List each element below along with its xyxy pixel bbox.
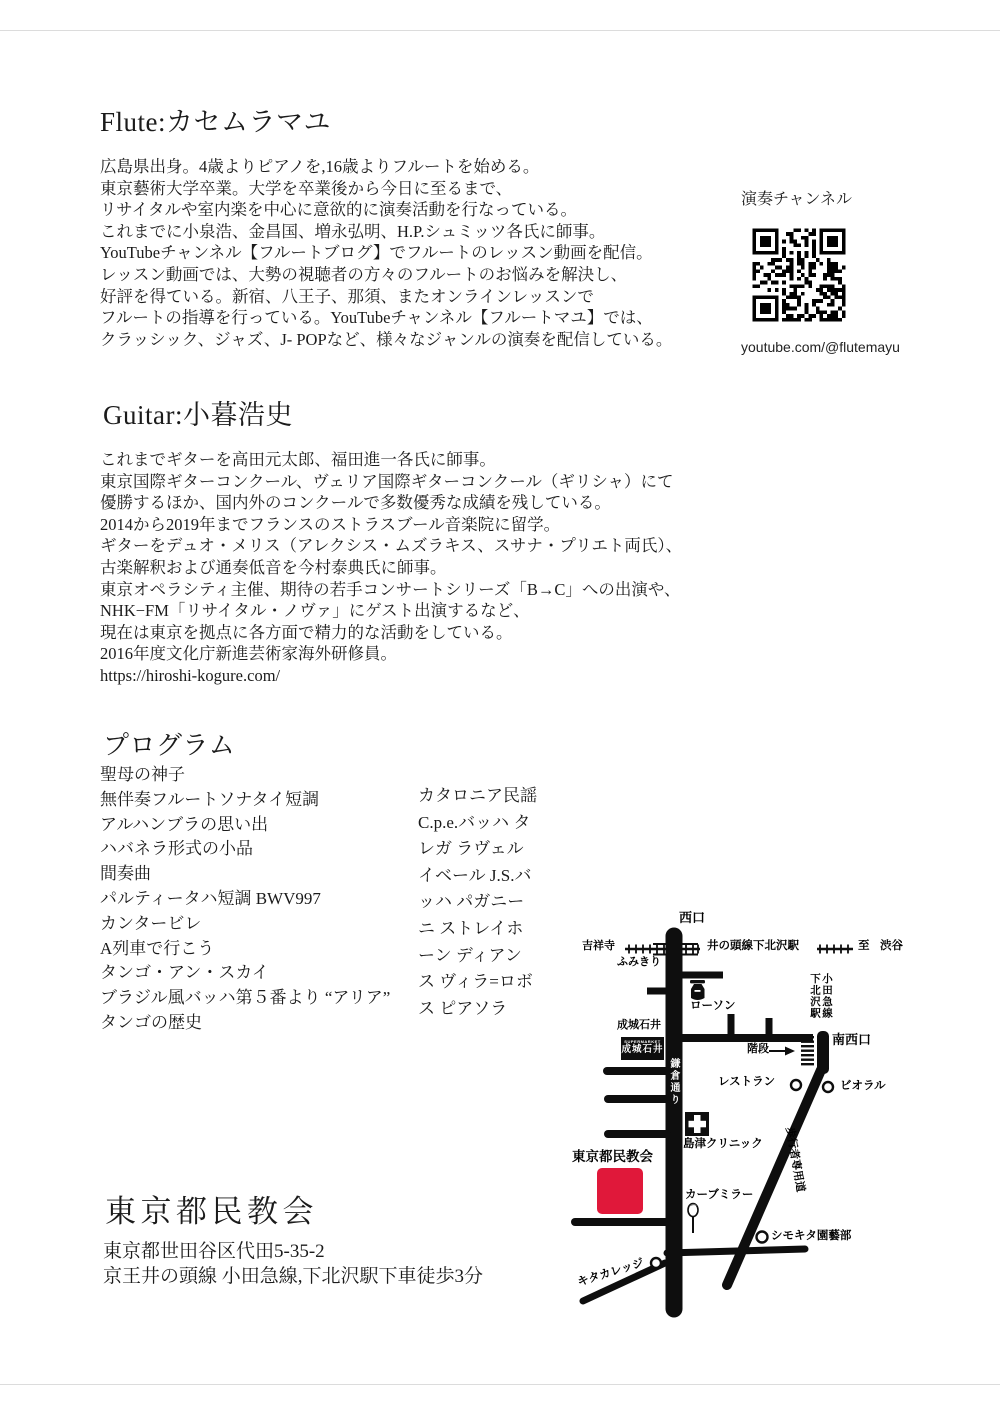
map-label-seijo-ishii: 成城石井 [617, 1019, 661, 1031]
flute-bio-line: これまでに小泉浩、金昌国、増永弘明、H.P.シュミッツ各氏に師事。 [100, 221, 606, 241]
church-marker [597, 1168, 643, 1214]
composers-line: ーン ディアン [418, 945, 522, 965]
composers-line: カタロニア民謡 [418, 786, 537, 805]
page-bottom-rule [0, 1384, 1000, 1385]
college-circle [651, 1258, 661, 1268]
guitar-bio-line: NHK−FM「リサイタル・ノヴァ」にゲスト出演するなど、 [100, 601, 530, 621]
map-label-church: 東京都民教会 [572, 1149, 653, 1164]
composers-line: ス ピアソラ [418, 998, 508, 1018]
program-heading: プログラム [103, 731, 236, 760]
restaurant-circle [791, 1080, 801, 1090]
program-item: ハバネラ形式の小品 [100, 839, 253, 859]
map-label-restaurant: レストラン [718, 1076, 776, 1088]
flute-bio-line: 東京藝術大学卒業。大学を卒業後から今日に至るまで、 [100, 178, 513, 198]
composers-line: ス ヴィラ=ロボ [418, 972, 533, 992]
seijo-logo-supermarket: SUPERMARKET [624, 1039, 661, 1044]
flute-bio-line: リサイタルや室内楽を中心に意欲的に演奏活動を行なっている。 [100, 200, 578, 220]
stairs-arrow [769, 1047, 795, 1056]
seijo-logo-name: 成城石井 [621, 1044, 664, 1055]
access-map [555, 895, 1000, 1340]
composers-line: ッハ パガニー [418, 892, 525, 912]
map-label-odakyu-station [809, 973, 833, 1031]
flute-bio-line: YouTubeチャンネル【フルートブログ】でフルートのレッスン動画を配信。 [100, 243, 653, 263]
flute-bio-line: レッスン動画では、大勢の視聴者の方々のフルートのお悩みを解決し、 [100, 264, 628, 284]
clinic-cross-icon [685, 1112, 709, 1136]
program-item: A列車で行こう [100, 938, 215, 958]
guitar-bio-line: 東京オペラシティ主催、期待の若手コンサートシリーズ「B→C」への出演や、 [100, 579, 681, 599]
engeibu-circle [757, 1232, 768, 1243]
map-label-pedestrian-road: 歩行者専用道 [783, 1126, 807, 1194]
venue-name: 東京都民教会 [105, 1194, 318, 1229]
program-item: タンゴの歴史 [100, 1012, 202, 1032]
guitar-website-url: https://hiroshi-kogure.com/ [100, 665, 281, 685]
guitar-bio-line: 現在は東京を拠点に各方面で精力的な活動をしている。 [100, 622, 513, 642]
venue-access: 京王井の頭線 小田急線,下北沢駅下車徒歩3分 [103, 1266, 484, 1287]
flute-bio-line: クラッシック、ジャズ、J- POPなど、様々なジャンルの演奏を配信している。 [100, 329, 673, 349]
guitar-bio-line: ギターをデュオ・メリス（アレクシス・ムズラキス、スサナ・プリエト両氏）、 [100, 536, 683, 556]
flute-bio-line: 広島県出身。4歳よりピアノを,16歳よりフルートを始める。 [100, 157, 540, 176]
venue-address: 東京都世田谷区代田5-35-2 [103, 1241, 325, 1262]
guitar-bio-line: 古楽解釈および通奏低音を今村泰典氏に師事。 [100, 557, 447, 577]
map-label-lawson: ローソン [690, 1000, 736, 1012]
program-item: ブラジル風バッハ第５番より “アリア” [100, 988, 391, 1008]
map-label-inokashira-station: 井の頭線下北沢駅 [707, 940, 799, 952]
map-label-stairs: 階段 [747, 1043, 769, 1055]
map-label-kita-college: キタカレッジ [576, 1257, 646, 1289]
guitar-heading: Guitar:小暮浩史 [103, 400, 293, 430]
curve-mirror-icon [688, 1204, 698, 1234]
qr-caption: youtube.com/@flutemayu [741, 339, 900, 355]
composers-line: イベール J.S.バ [418, 865, 532, 885]
map-label-kichijoji: 吉祥寺 [582, 940, 615, 952]
composers-line: レガ ラヴェル [418, 839, 524, 859]
map-label-shibuya: 渋谷 [880, 940, 903, 952]
bioral-circle [823, 1082, 833, 1092]
program-item: パルティータハ短調 BWV997 [100, 888, 321, 908]
flute-bio-line: フルートの指導を行っている。YouTubeチャンネル【フルートマユ】では、 [100, 308, 653, 328]
map-label-to: 至 [858, 940, 870, 952]
station-bar [817, 1031, 829, 1074]
lawson-icon [690, 980, 705, 1000]
qr-section-label: 演奏チャンネル [741, 191, 853, 208]
map-label-shimokita-engeibu: シモキタ園藝部 [771, 1230, 852, 1242]
map-label-kamakura-street: 鎌倉通り [668, 1058, 679, 1106]
map-label-bioral: ビオラル [840, 1080, 886, 1092]
flute-bio [100, 156, 672, 350]
program-item: アルハンブラの思い出 [100, 814, 269, 834]
page-top-rule [0, 30, 1000, 31]
composers-line: C.p.e.バッハ タ [418, 812, 531, 832]
composers-list [418, 783, 537, 1022]
map-label-odakyu-line: 小田急線 [821, 973, 833, 1019]
map-label-crossing: ふみきり [617, 956, 661, 968]
program-item: 聖母の神子 [100, 765, 185, 784]
flute-bio-line: 好評を得ている。新宿、八王子、那須、またオンラインレッスンで [100, 286, 594, 306]
guitar-bio-line: これまでギターを高田元太郎、福田進一各氏に師事。 [100, 450, 496, 469]
qr-code [745, 221, 853, 329]
map-label-west-exit: 西口 [679, 910, 706, 925]
program-item: カンタービレ [100, 913, 202, 933]
map-label-curve-mirror: カーブミラー [685, 1189, 754, 1201]
composers-line: ニ ストレイホ [418, 918, 524, 938]
map-label-southwest-exit: 南西口 [832, 1032, 872, 1047]
program-item: 無伴奏フルートソナタイ短調 [100, 789, 320, 809]
guitar-bio-line: 2016年度文化庁新進芸術家海外研修員。 [100, 644, 397, 664]
guitar-bio-line: 東京国際ギターコンクール、ヴェリア国際ギターコンクール（ギリシャ）にて [100, 471, 674, 491]
map-label-shimazu-clinic: 島津クリニック [683, 1138, 763, 1150]
program-item: 間奏曲 [100, 864, 151, 884]
program-item: タンゴ・アン・スカイ [100, 963, 269, 983]
seijo-logo-text [621, 1037, 664, 1060]
guitar-bio-line: 2014から2019年までフランスのストラスブール音楽院に留学。 [100, 514, 561, 534]
program-list [100, 763, 390, 1036]
flute-heading: Flute:カセムラマユ [100, 107, 332, 137]
guitar-bio-line: 優勝するほか、国内外のコンクールで多数優秀な成績を残している。 [100, 493, 611, 513]
map-label-shimokitazawa-station: 下北沢駅 [809, 973, 821, 1019]
guitar-bio [100, 449, 682, 687]
